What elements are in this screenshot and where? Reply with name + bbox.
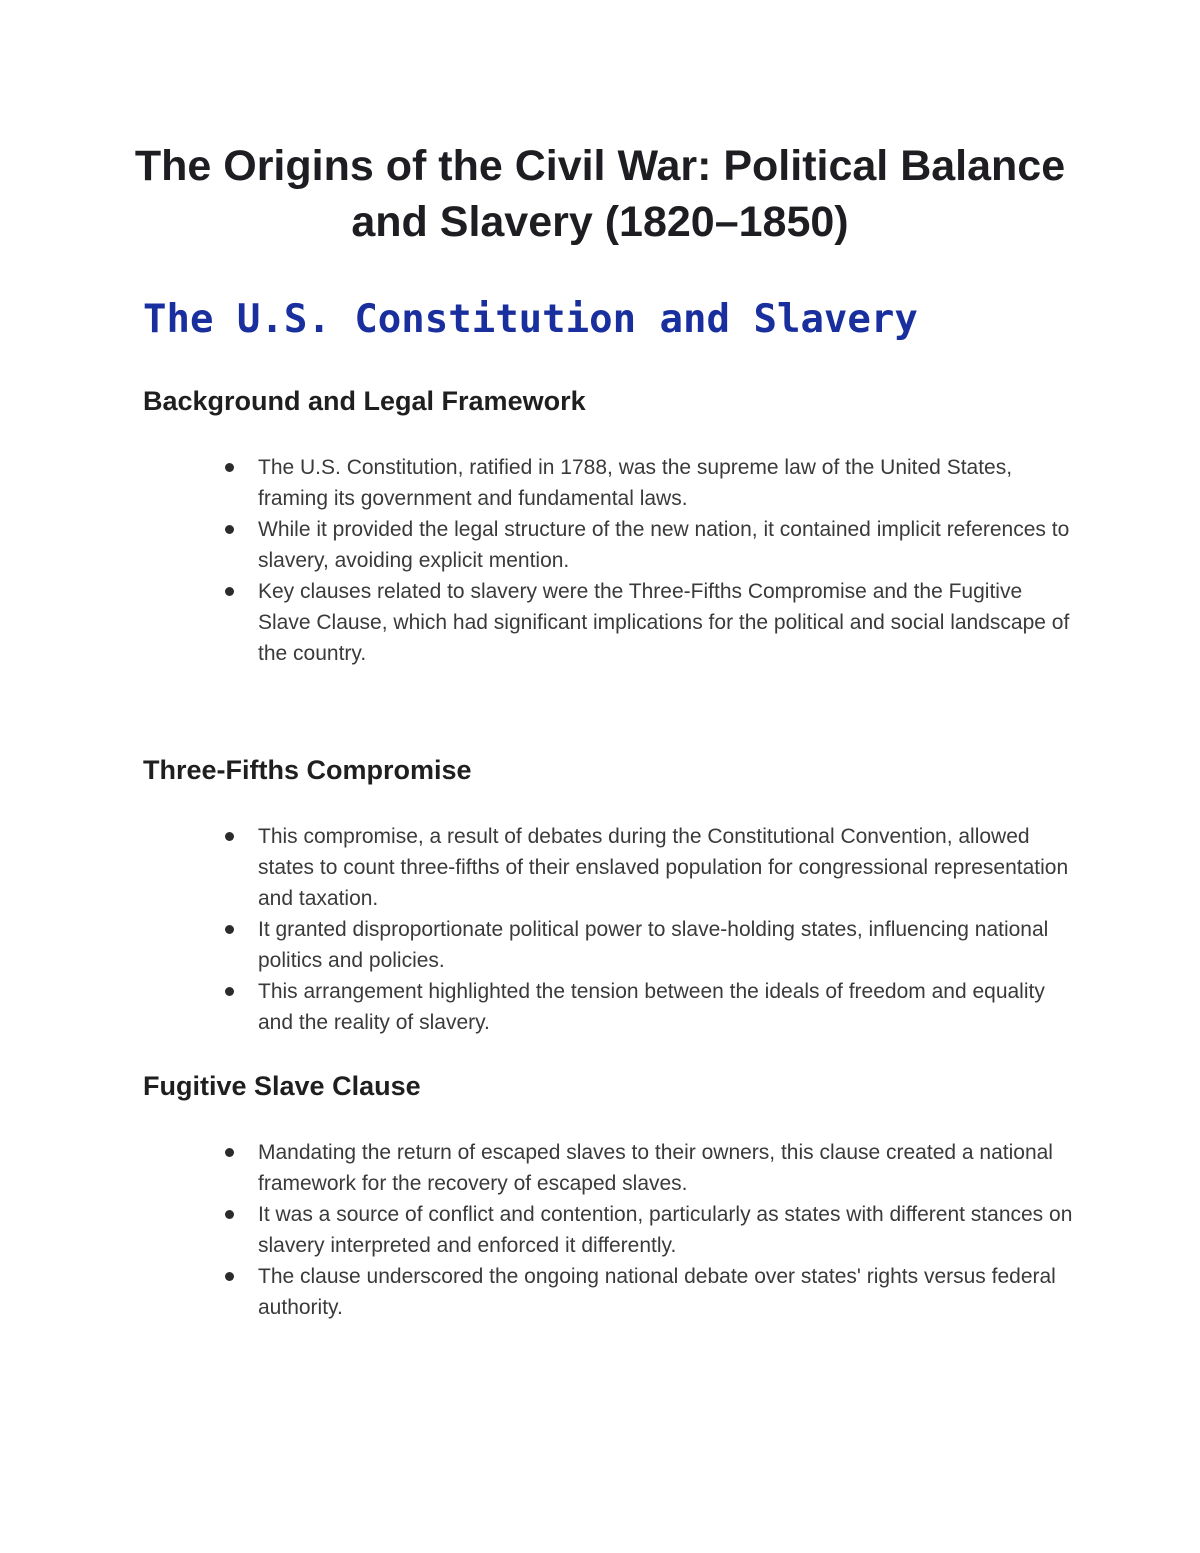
list-item [258,1261,1078,1323]
list-item-text: Mandating the return of escaped slaves to their owners, this clause created a national framework for the recovery of escaped slaves. [258,1141,1053,1195]
document-title: The Origins of the Civil War: Political Balance and Slavery (1820–1850) [134,142,1066,246]
list-item-text: It granted disproportionate political power to slave-holding states, influencing national politics and policies. [258,918,1049,972]
list-item-text: It was a source of conflict and contention, particularly as states with different stances on slavery interpreted and enforced it differently. [258,1203,1073,1257]
subsection-heading-three-fifths: Three-Fifths Compromise [143,755,472,785]
subsection-heading-background: Background and Legal Framework [143,386,586,416]
bullet-icon [225,832,234,841]
list-item [258,976,1078,1038]
list-item-text: This arrangement highlighted the tension between the ideals of freedom and equality and the reality of slavery. [258,980,1045,1034]
list-item-text: The U.S. Constitution, ratified in 1788, was the supreme law of the United States, framing its government and fundamental laws. [258,456,1013,510]
list-item [258,576,1078,669]
list-item [258,1137,1078,1199]
bullet-icon [225,525,234,534]
list-item-text: This compromise, a result of debates during the Constitutional Convention, allowed states to count three-fifths of their enslaved population for congressional representation and taxation. [258,825,1069,910]
bullet-icon [225,1272,234,1281]
list-item-text: Key clauses related to slavery were the Three-Fifths Compromise and the Fugitive Slave Clause, which had significant implications for the political and social landscape of the country. [258,580,1070,665]
list-item [258,1199,1078,1261]
bullet-list-fugitive [258,1137,1078,1323]
bullet-icon [225,587,234,596]
bullet-icon [225,925,234,934]
bullet-icon [225,987,234,996]
bullet-list-three-fifths [258,821,1078,1038]
list-item-text: While it provided the legal structure of the new nation, it contained implicit references to slavery, avoiding explicit mention. [258,518,1070,572]
subsection-heading-fugitive: Fugitive Slave Clause [143,1071,421,1101]
list-item [258,452,1078,514]
list-item [258,821,1078,914]
list-item [258,914,1078,976]
bullet-icon [225,1210,234,1219]
list-item [258,514,1078,576]
list-item-text: The clause underscored the ongoing national debate over states' rights versus federal authority. [258,1265,1056,1319]
section-title: The U.S. Constitution and Slavery [143,297,918,342]
bullet-list-background [258,452,1078,669]
bullet-icon [225,1148,234,1157]
bullet-icon [225,463,234,472]
